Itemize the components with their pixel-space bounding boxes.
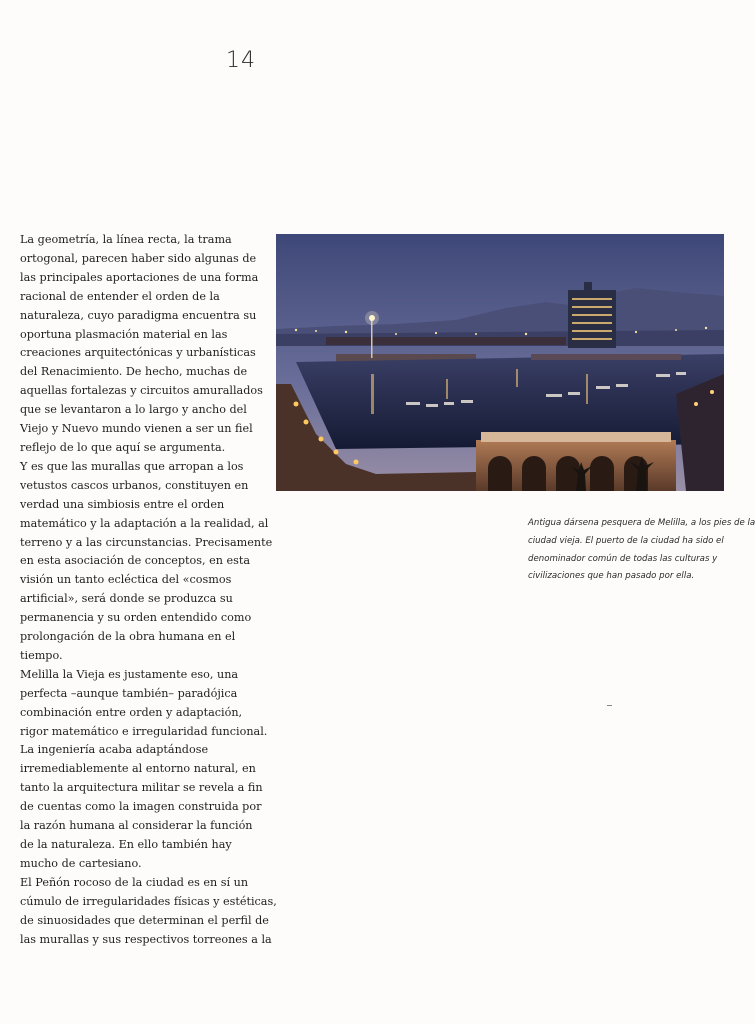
text-line: la razón humana al considerar la función [20,819,253,833]
text-line: reflejo de lo que aquí se argumenta. [20,440,226,454]
text-line: las murallas y sus respectivos torreones a la [20,932,272,946]
text-line: visión un tanto ecléctica del «cosmos [20,573,232,587]
text-line: irremediablemente al entorno natural, en [20,762,256,776]
text-line: tanto la arquitectura militar se revela a fin [20,781,263,795]
text-line: oportuna plasmación material en las [20,327,228,341]
text-line: terreno y a las circunstancias. Precisamente [20,535,273,549]
text-line: vetustos cascos urbanos, constituyen en [20,478,249,492]
text-line: mucho de cartesiano. [20,856,142,870]
text-line: combinación entre orden y adaptación, [20,705,243,719]
caption-line: Antigua dársena pesquera de Melilla, a los pies de la [528,518,755,528]
text-line: verdad una simbiosis entre el orden [20,497,225,511]
text-line: Melilla la Vieja es justamente eso, una [20,667,239,681]
text-line: que se levantaron a lo largo y ancho del [20,403,247,417]
text-line: Viejo y Nuevo mundo vienen a ser un fiel [20,422,253,436]
caption-line: denominador común de todas las culturas y [528,553,718,564]
text-line: creaciones arquitectónicas y urbanísticas [20,346,256,360]
text-line: las principales aportaciones de una forma [20,270,259,284]
page-number: 14 [226,48,256,73]
text-line: de sinuosidades que determinan el perfil de [20,913,269,927]
text-line: en esta asociación de conceptos, en esta [20,554,251,568]
text-line: Y es que las murallas que arropan a los [20,459,244,473]
text-line: de la naturaleza. En ello también hay [20,838,232,851]
caption-line: civilizaciones que han pasado por ella. [528,571,695,582]
text-line: naturaleza, cuyo paradigma encuentra su [20,308,257,322]
text-line: La geometría, la línea recta, la trama [20,233,232,246]
text-line: cúmulo de irregularidades físicas y estéticas, [20,894,277,908]
text-line: rigor matemático e irregularidad funcional. [20,724,268,738]
text-line: La ingeniería acaba adaptándose [20,743,209,757]
text-line: de cuentas como la imagen construida por [20,800,262,814]
text-line: perfecta –aunque también– paradójica [20,686,238,700]
text-line: prolongación de la obra humana en el [20,630,236,644]
text-line: aquellas fortalezas y circuitos amurallados [20,384,263,398]
text-line: artificial», será donde se produzca su [20,592,233,606]
ink-speck [607,705,612,706]
text-line: El Peñón rocoso de la ciudad es en sí un [20,875,249,889]
body-text-column [20,231,277,949]
text-line: tiempo. [20,648,63,662]
harbor-photo [276,234,724,491]
text-line: matemático y la adaptación a la realidad, al [20,516,269,530]
text-line: permanencia y su orden entendido como [20,611,252,625]
text-line: ortogonal, parecen haber sido algunas de [20,251,257,265]
photo-caption [528,515,755,586]
text-line: del Renacimiento. De hecho, muchas de [20,365,248,379]
text-line: racional de entender el orden de la [20,289,220,303]
caption-line: ciudad vieja. El puerto de la ciudad ha sido el [528,535,724,546]
